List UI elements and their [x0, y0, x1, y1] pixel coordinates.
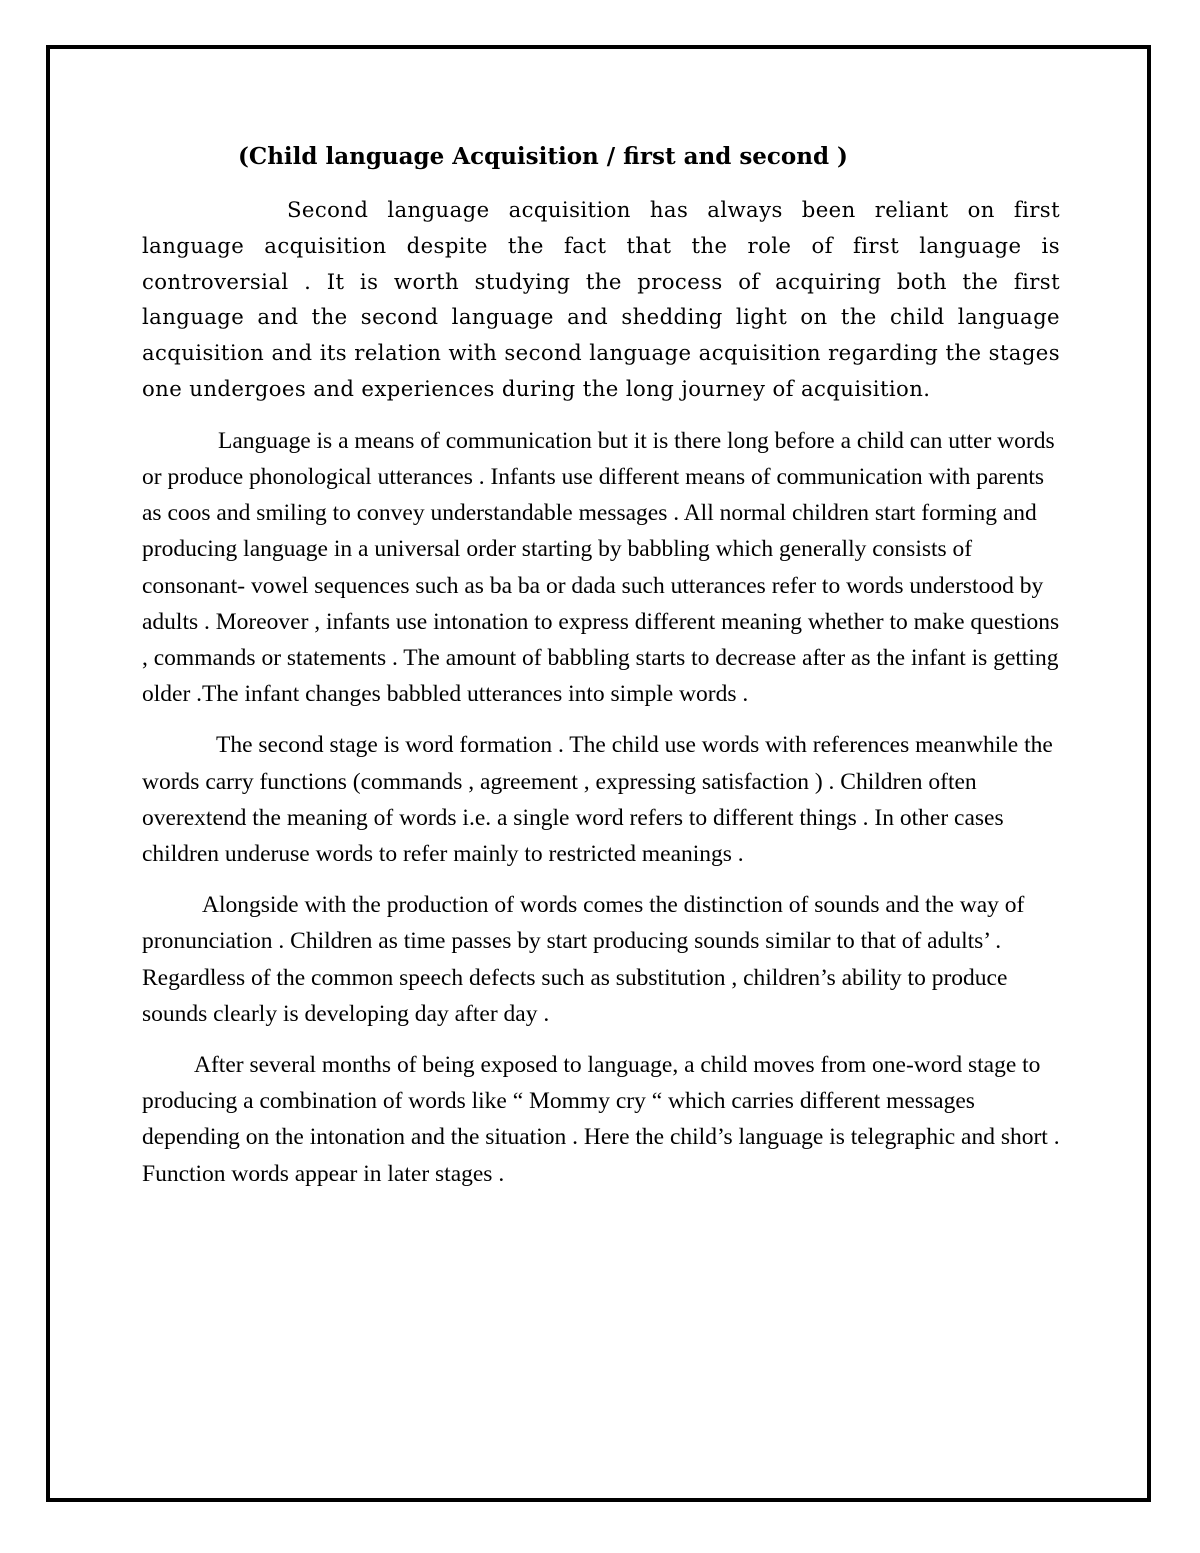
document-title: (Child language Acquisition / first and second ) [238, 143, 848, 170]
paragraph-1 [142, 192, 1060, 407]
paragraph-2: Language is a means of communication but it is there long before a child can utter words or produce phonological utterances . Infants use different means of communication with parents as coos and smiling to convey understandable messages . All normal children start forming and producing language in a universal order starting by babbling which generally consists of consonant- vowel sequences such as ba ba or dada such utterances refer to words understood by adults . Moreover , infants use intonation to express different meaning whether to make questions , commands or statements . The amount of babbling starts to decrease after as the infant is getting older .The infant changes babbled utterances into simple words . [142, 427, 1060, 708]
paragraph-3: The second stage is word formation . The child use words with references meanwhile the words carry functions (commands , agreement , expressing satisfaction ) . Children often overextend the meaning of words i.e. a single word refers to different things . In other cases children underuse words to refer mainly to restricted meanings . [142, 732, 1053, 868]
document-body [142, 138, 1060, 1207]
paragraph-1-text: Second language acquisition has always been reliant on first language acquisition despite the fact that the role of first language is controversial . It is worth studying the process of acquiring both the first language and the second language and shedding light on the child language acquisition and its relation with second language acquisition regarding the stages one undergoes and experiences during the long journey of acquisition. [142, 197, 1060, 401]
paragraph-4: Alongside with the production of words comes the distinction of sounds and the way of pronunciation . Children as time passes by start producing sounds similar to that of adults’ . Regardless of the common speech defects such as substitution , children’s ability to produce sounds clearly is developing day after day . [142, 892, 1025, 1027]
paragraph-5: After several months of being exposed to language, a child moves from one-word stage to producing a combination of words like “ Mommy cry “ which carries different messages depending on the intonation and the situation . Here the child’s language is telegraphic and short . Function words appear in later stages . [142, 1052, 1060, 1187]
